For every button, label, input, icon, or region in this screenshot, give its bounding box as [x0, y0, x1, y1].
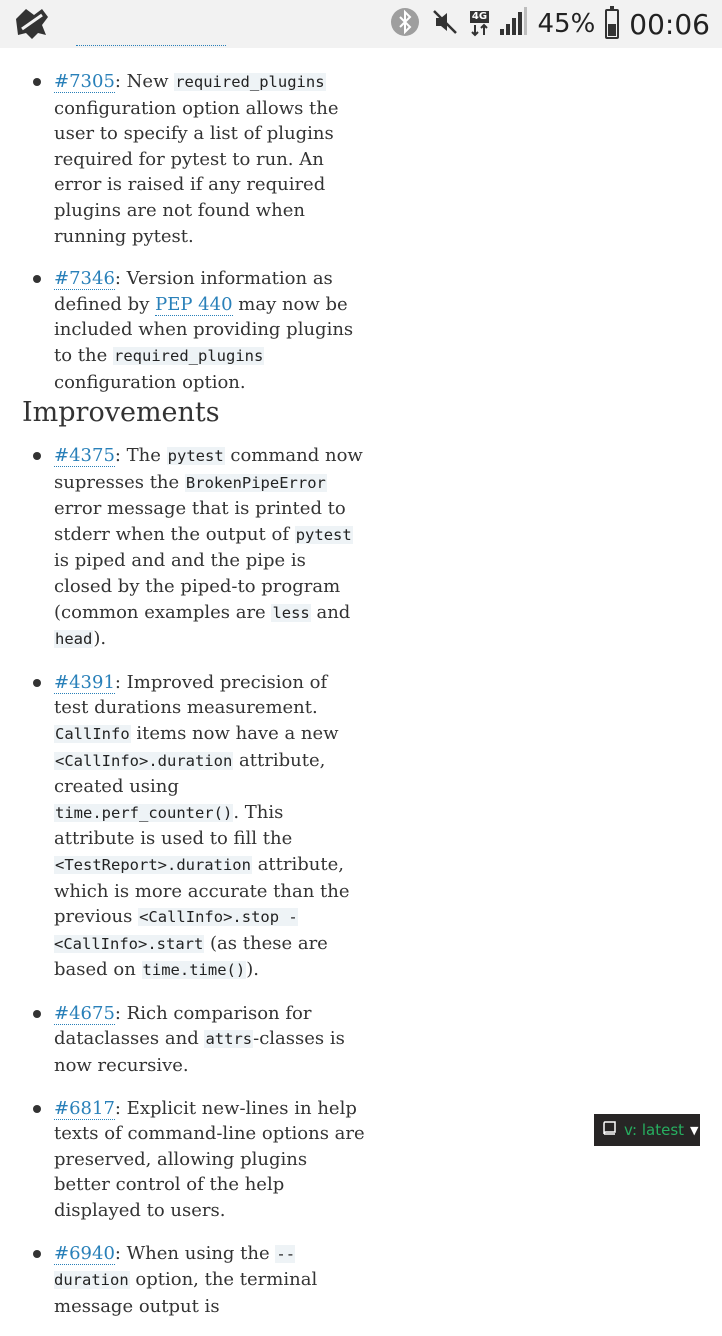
- bullet-icon: [33, 1010, 41, 1018]
- item-text: -classes is now recursive.: [54, 1028, 345, 1077]
- inline-code: <TestReport>.duration: [55, 855, 251, 874]
- issue-link[interactable]: #4675: [54, 1002, 115, 1024]
- reference-link[interactable]: PEP 440: [155, 293, 233, 315]
- signal-icon: [500, 7, 528, 41]
- bullet-icon: [33, 452, 41, 460]
- item-text: ).: [93, 628, 107, 650]
- item-text: attribute, which is more accurate than the previous: [54, 853, 350, 928]
- item-text: : Improved precision of test durations measurement.: [54, 671, 328, 719]
- changelog-item: [0, 1096, 366, 1224]
- inline-code: required_plugins: [114, 346, 264, 365]
- item-text: : Explicit new-lines in help texts of command-line options are preserved, allowing plugins better control of the help displayed to users.: [54, 1097, 365, 1222]
- book-icon: [602, 1120, 618, 1140]
- changelog-item: [0, 1241, 366, 1320]
- mute-icon: [430, 7, 460, 41]
- changelog-item: [0, 670, 366, 984]
- issue-link[interactable]: #7346: [54, 268, 115, 290]
- issue-link[interactable]: #6817: [54, 1097, 115, 1119]
- inline-code: head: [55, 630, 93, 649]
- bullet-icon: [33, 275, 41, 283]
- features-list: [0, 69, 722, 412]
- changelog-item: [0, 1001, 366, 1079]
- inline-code: time.perf_counter(): [55, 803, 233, 822]
- inline-code: time.time(): [142, 961, 246, 980]
- version-selector[interactable]: [594, 1114, 700, 1146]
- issue-link[interactable]: #4391: [54, 671, 115, 693]
- chevron-down-icon: ▼: [690, 1123, 699, 1137]
- issue-link[interactable]: #4375: [54, 445, 115, 466]
- item-text: may now be included when providing plugins to the: [54, 293, 354, 366]
- bullet-icon: [33, 1105, 41, 1113]
- section-heading-improvements: Improvements: [22, 397, 220, 428]
- item-text: . This attribute is used to fill the: [54, 801, 293, 850]
- status-clock: 00:06: [629, 7, 710, 41]
- inline-code: pytest: [167, 447, 224, 465]
- item-text: : The: [114, 445, 167, 466]
- inline-code: <CallInfo>.duration: [55, 751, 233, 770]
- improvements-list: [0, 443, 722, 1336]
- issue-link[interactable]: #7305: [54, 71, 115, 92]
- inline-code: CallInfo: [55, 724, 130, 743]
- changelog-item: [0, 443, 366, 653]
- bluetooth-icon: [390, 7, 420, 41]
- changelog-item: [0, 266, 366, 395]
- item-text: : Rich comparison for dataclasses and: [54, 1002, 312, 1050]
- bullet-icon: [33, 78, 41, 86]
- version-label: v: latest: [624, 1121, 685, 1139]
- inline-code: BrokenPipeError: [185, 473, 326, 492]
- item-text: : New: [114, 71, 175, 92]
- item-text: option, the terminal message output is: [54, 1269, 318, 1317]
- inline-code: attrs: [205, 1030, 253, 1049]
- app-logo-icon: [12, 5, 52, 45]
- item-text: command now supresses the: [54, 445, 363, 493]
- battery-icon: [605, 9, 619, 39]
- item-text: (as these are based on: [54, 932, 328, 981]
- item-text: : Version information as defined by: [54, 268, 333, 315]
- changelog-item: [0, 69, 366, 249]
- item-text: attribute, created using: [54, 749, 326, 798]
- inline-code: --duration: [54, 1244, 296, 1290]
- issue-link[interactable]: #6940: [54, 1242, 115, 1264]
- inline-code: required_plugins: [175, 73, 325, 91]
- bullet-icon: [33, 1250, 41, 1258]
- item-text: items now have a new: [130, 722, 339, 744]
- network-4g-icon: 4G: [470, 11, 490, 37]
- item-text: error message that is printed to stderr when the output of: [54, 498, 346, 545]
- inline-code: less: [272, 603, 310, 622]
- previous-link-underline: [76, 45, 226, 46]
- inline-code: pytest: [295, 525, 352, 544]
- bullet-icon: [33, 679, 41, 687]
- item-text: ).: [246, 959, 259, 981]
- item-text: configuration option.: [54, 371, 246, 393]
- item-text: is piped and and the pipe is closed by the piped-to program (common examples are: [54, 550, 341, 623]
- release-notes-content: [0, 48, 722, 1317]
- item-text: configuration option allows the user to specify a list of plugins required for pytest to run. An error is raised if any required plugins are not found when running pytest.: [54, 97, 339, 247]
- status-bar: [0, 0, 722, 48]
- item-text: and: [310, 601, 351, 623]
- inline-code: <CallInfo>.stop - <CallInfo>.start: [54, 908, 298, 953]
- item-text: : When using the: [114, 1242, 276, 1264]
- battery-percent: 45%: [537, 9, 596, 39]
